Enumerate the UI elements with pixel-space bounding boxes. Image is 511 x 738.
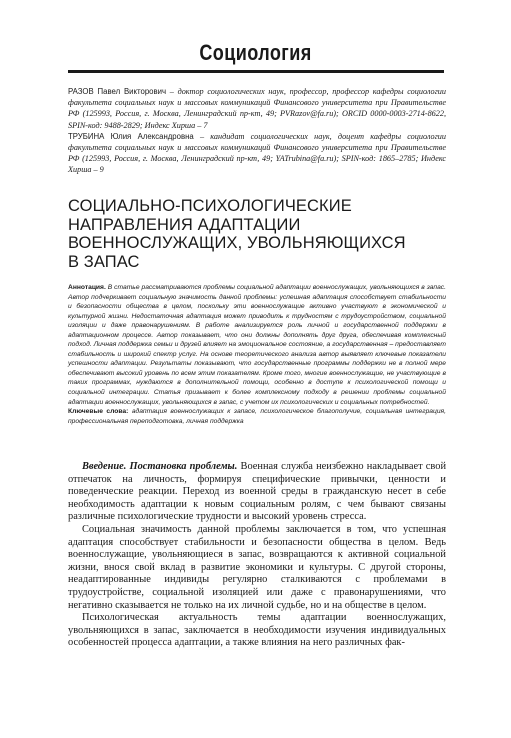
author-details: – доктор социологических наук, профессор, профессор кафедры социологии факультета социальных наук и массовых коммуникаций Финансового университета при Правительстве РФ (125993, Россия, г. Москва, Ленинградский пр-кт, 49; PVRazov@fa.ru); ORCID 0000-0003-2714-8622, SPIN-код: 9488-2829; Индекс Хирша – 7	[68, 87, 446, 130]
keywords-label: Ключевые слова:	[68, 408, 129, 416]
intro-heading: Введение. Постановка проблемы.	[82, 461, 238, 472]
author-entry	[68, 86, 446, 131]
author-details: – кандидат социологических наук, доцент кафедры социологии факультета социальных наук и массовых коммуникаций Финансового университета при Правительстве РФ (125993, Россия, г. Москва, Ленинградский пр-кт, 49; YATrubina@fa.ru); SPIN-код: 1865–2785; Индекс Хирша – 9	[68, 131, 446, 175]
article-title-line: НАПРАВЛЕНИЯ АДАПТАЦИИ	[68, 215, 301, 234]
article-title-line: В ЗАПАС	[68, 252, 140, 271]
author-name: РАЗОВ Павел Викторович	[68, 87, 167, 96]
article-title-line: СОЦИАЛЬНО-ПСИХОЛОГИЧЕСКИЕ	[68, 197, 352, 215]
author-name: ТРУБИНА Юлия Александровна	[68, 131, 194, 141]
title-divider	[68, 70, 444, 73]
paragraph-text: Военная служба неизбежно накладывает свой отпечаток на личность, формируя специфические привычки, ценности и поведенческие реакции. Переход из военной среды в гражданскую несет в себе необходимость адаптации к новым социальным ролям, с чем бывают связаны различные психологические трудности и высокий уровень стресса.	[68, 461, 447, 523]
abstract-text: В статье рассматриваются проблемы социальной адаптации военнослужащих, увольняющихся в запас. Автор подчеркивает социальную значимость данной проблемы: успешная адаптация способствует стабильности и безопасности общества в целом, поскольку эти военнослужащие активно участвуют в экономической и культурной жизни. Недостаточная адаптация может приводить к трудностям с трудоустройством, социальной изоляции и даже правонарушениям. В работе анализируется роль личной и государственной поддержки в адаптационном процессе. Автор показывает, что они должны дополнять друг друга, обеспечивая комплексный подход. Личная поддержка семьи и друзей влияет на эмоциональное состояние, а государственная – предоставляет стабильность и широкий спектр услуг. На основе теоретического анализа автор выявляет ключевые показатели успешности адаптации. Результаты показывают, что государственные программы поддержки не в полной мере обеспечивают высокий уровень по всем этим показателям. Кроме того, многие военнослужащие, не участвующие в таких программах, нуждаются в дополнительной помощи, особенно в доступе к психологической помощи и социальной интеграции. Статья призывает к более комплексному подходу в решении проблемы социальной адаптации военнослужащих, увольняющихся в запас, с учетом их психологических и социальных потребностей.	[68, 284, 446, 406]
body-paragraph	[68, 461, 446, 524]
author-entry	[68, 131, 446, 176]
article-title-line: ВОЕННОСЛУЖАЩИХ, УВОЛЬНЯЮЩИХСЯ	[68, 234, 406, 252]
abstract-label: Аннотация.	[68, 284, 106, 291]
article-title	[68, 197, 448, 271]
article-body	[68, 461, 446, 650]
keywords-text: адаптация военнослужащих к запасе, психологическое благополучие, социальная интеграция, профессиональная переподготовка, личная поддержка	[68, 408, 446, 425]
section-title: Социология	[199, 40, 312, 65]
abstract	[68, 283, 446, 407]
author-info	[68, 86, 446, 176]
keywords	[68, 407, 446, 426]
body-paragraph: Психологическая актуальность темы адаптации военнослужащих, увольняющихся в запас, заключается в необходимости изучения индивидуальных особенностей процесса адаптации, а также влияния на него различных фак-	[68, 612, 446, 649]
body-paragraph: Социальная значимость данной проблемы заключается в том, что успешная адаптация способствует стабильности и безопасности общества в целом. Ведь военнослужащие, увольняющиеся в запас, возвращаются к активной социальной жизни, внося свой вклад в развитие экономики и культуры. С другой стороны, неадаптированные индивиды регулярно сталкиваются с проблемами в трудоустройстве, социальной изоляцией или даже с правонарушениями, что негативно сказывается не только на их личной судьбе, но и на обществе в целом.	[68, 523, 446, 611]
abstract-block	[68, 283, 446, 426]
